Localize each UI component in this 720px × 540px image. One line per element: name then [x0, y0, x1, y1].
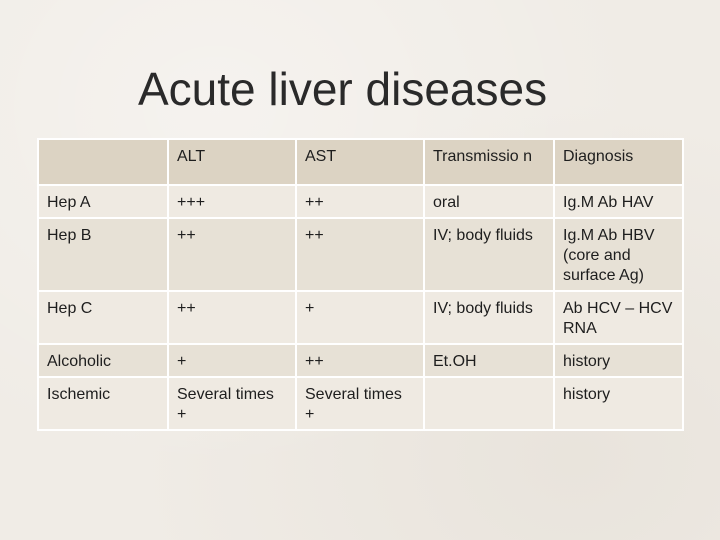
table-header-row	[38, 139, 683, 185]
ast-cell: +	[296, 291, 424, 344]
diagnosis-cell: history	[554, 377, 683, 430]
alt-cell: Several times +	[168, 377, 296, 430]
ast-cell: ++	[296, 344, 424, 377]
header-cell-diagnosis: Diagnosis	[554, 139, 683, 185]
ast-cell: ++	[296, 218, 424, 291]
alt-cell: ++	[168, 218, 296, 291]
liver-disease-table-container	[37, 138, 682, 431]
transmission-cell: oral	[424, 185, 554, 218]
diagnosis-cell: Ig.M Ab HAV	[554, 185, 683, 218]
table-row-hep-b	[38, 218, 683, 291]
diagnosis-cell: Ab HCV – HCV RNA	[554, 291, 683, 344]
row-label-cell: Hep B	[38, 218, 168, 291]
alt-cell: ++	[168, 291, 296, 344]
row-label-cell: Hep A	[38, 185, 168, 218]
transmission-cell: IV; body fluids	[424, 218, 554, 291]
ast-cell: ++	[296, 185, 424, 218]
transmission-cell	[424, 377, 554, 430]
diagnosis-cell: Ig.M Ab HBV (core and surface Ag)	[554, 218, 683, 291]
table-row-hep-c	[38, 291, 683, 344]
row-label-cell: Hep C	[38, 291, 168, 344]
liver-disease-table	[37, 138, 684, 431]
alt-cell: +++	[168, 185, 296, 218]
transmission-cell: Et.OH	[424, 344, 554, 377]
header-cell-empty	[38, 139, 168, 185]
header-cell-ast: AST	[296, 139, 424, 185]
header-cell-alt: ALT	[168, 139, 296, 185]
table-row-ischemic	[38, 377, 683, 430]
table-row-hep-a	[38, 185, 683, 218]
row-label-cell: Ischemic	[38, 377, 168, 430]
transmission-cell: IV; body fluids	[424, 291, 554, 344]
table-row-alcoholic	[38, 344, 683, 377]
diagnosis-cell: history	[554, 344, 683, 377]
slide-title: Acute liver diseases	[138, 63, 548, 115]
header-cell-transmission: Transmissio n	[424, 139, 554, 185]
ast-cell: Several times +	[296, 377, 424, 430]
row-label-cell: Alcoholic	[38, 344, 168, 377]
alt-cell: +	[168, 344, 296, 377]
